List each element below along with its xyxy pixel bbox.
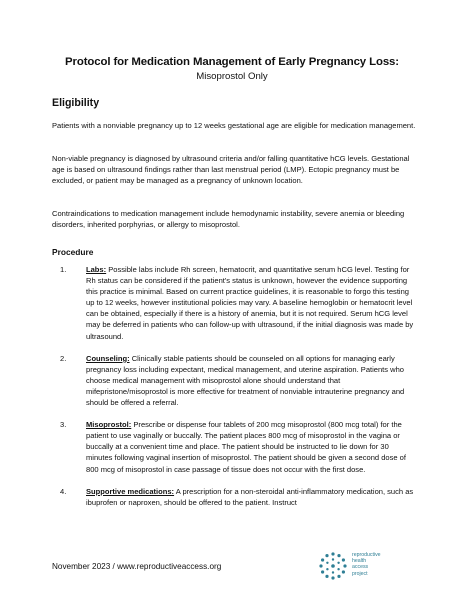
item-number: 2. [60,353,67,363]
rhap-logo-icon [318,551,348,581]
procedure-heading: Procedure [52,247,94,257]
item-term: Counseling: [86,353,130,363]
item-number: 3. [60,420,67,430]
logo-wordmark: reproductive health access project [352,552,381,577]
procedure-item-misoprostol [60,419,416,474]
eligibility-paragraph: Patients with a nonviable pregnancy up to 12 weeks gestational age are eligible for medication management. [52,121,416,130]
item-term: Supportive medications: [86,486,175,496]
eligibility-paragraph: Non-viable pregnancy is diagnosed by ultrasound criteria and/or falling quantitative hCG levels. Gestational age is based on ultrasound findings rather than last menstrual period (LMP). Ectopic pregnancy must be excluded, or patient may be managed as a pregnancy of unknown location. [52,154,410,186]
item-term: Labs: [86,265,107,274]
item-number: 4. [60,486,67,496]
item-text: A prescription for a non-steroidal anti-inflammatory medication, such as ibuprofen or naproxen, should be offered to the patient. Instruct [86,486,414,507]
item-term: Misoprostol: [86,420,132,430]
item-text: Clinically stable patients should be counseled on all options for managing early pregnancy loss including expectant, medical management, and uterine aspiration. Patients who choose medical management with misoprostol alone should understand that mifepristone/misoprostol is more effective for treatment of nonviable intrauterine pregnancy and should be offered a referral. [86,353,405,408]
footer-text: November 2023 / www.reproductiveaccess.org [52,562,222,571]
item-text: Possible labs include Rh screen, hematocrit, and quantitative serum hCG level. Testing for Rh status can be considered if the patient's status is unknown, however the evidence supporting this practice is minimal. Based on current practice guidelines, it is reasonable to forgo this testing up to 12 weeks, however institutional policies may vary. A baseline hemoglobin or hematocrit level can be obtained, especially if there is a history of anemia, but it is not required. Serum hCG level may be deferred in patients who can follow-up with ultrasound, if the initial diagnosis was made by ultrasound. [86,265,414,341]
eligibility-heading: Eligibility [52,97,100,109]
procedure-item-counseling [60,353,416,408]
procedure-item-supportive-medications [60,486,416,508]
procedure-list [60,264,416,519]
eligibility-paragraph: Contraindications to medication management include hemodynamic instability, severe anemia or bleeding disorders, inherited porphyrias, or allergy to misoprostol. [52,209,405,230]
item-text: Prescribe or dispense four tablets of 200 mcg misoprostol (800 mcg total) for the patient to use vaginally or buccally. The patient places 800 mcg of misoprostol in the vagina or buccally at a convenient time and place. The patient should be instructed to lie down for 30 minutes following vaginal insertion of misoprostol. The patient should be given a second dose of 800 mcg of misoprostol in case passage of tissue does not occur with the first dose. [86,420,406,474]
document-title: Protocol for Medication Management of Early Pregnancy Loss: [65,56,399,68]
procedure-item-labs [60,264,416,342]
document-subtitle: Misoprostol Only [196,71,268,82]
rhap-logo [318,549,428,583]
item-number: 1. [60,265,67,274]
